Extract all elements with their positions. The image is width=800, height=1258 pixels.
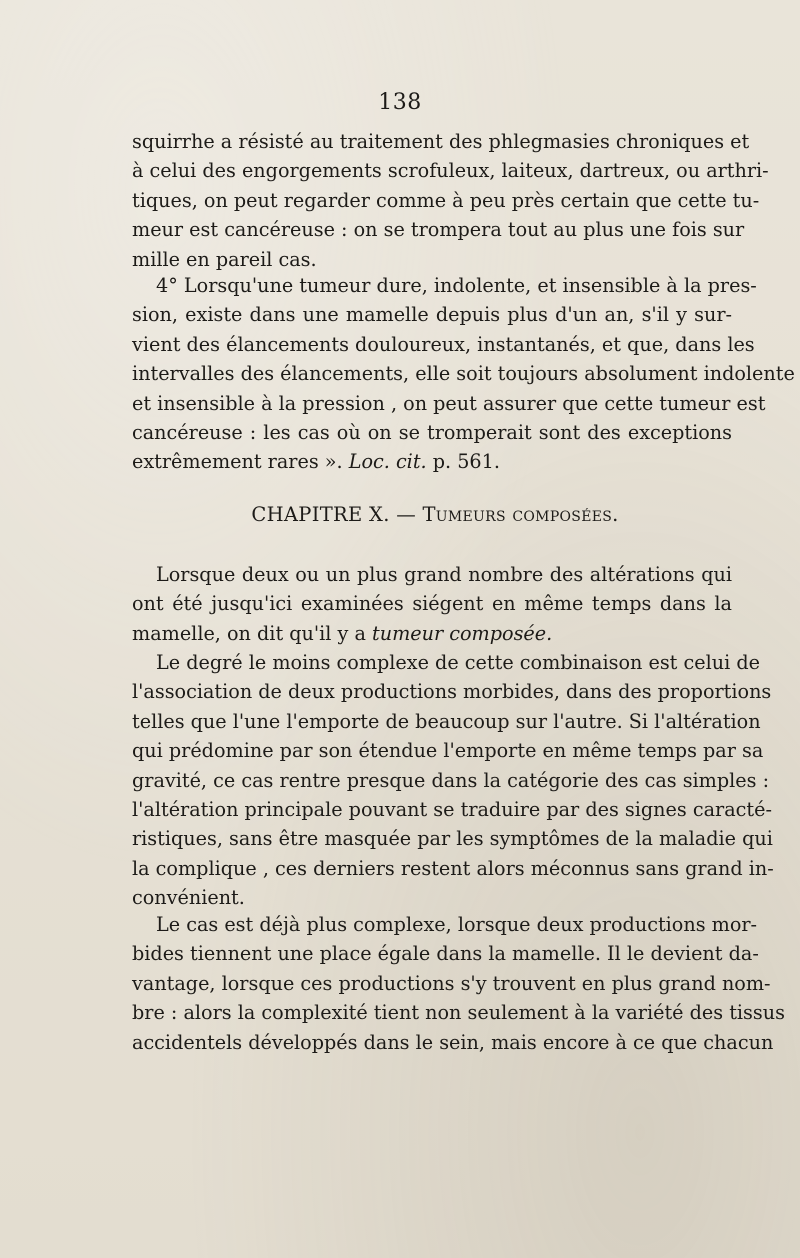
paragraph-definition [132, 560, 732, 648]
text-line: meur est cancéreuse : on se trompera tout au plus une fois sur [132, 218, 745, 242]
text-line: telles que l'une l'emporte de beaucoup sur l'autre. Si l'altération [132, 709, 761, 733]
text-line: Le degré le moins complexe de cette combinaison est celui de [156, 651, 760, 674]
text-line: à celui des engorgements scrofuleux, laiteux, dartreux, ou arthri- [132, 159, 769, 183]
text-line: sion, existe dans une mamelle depuis plus d'un an, s'il y sur- [132, 303, 732, 327]
text-line: l'association de deux productions morbides, dans des proportions [132, 680, 772, 704]
text-line: bre : alors la complexité tient non seulement à la variété des tissus [132, 1001, 785, 1025]
chapter-label: CHAPITRE X. — [251, 503, 423, 526]
text-line: ristiques, sans être masquée par les symptômes de la maladie qui [132, 827, 773, 851]
text-line: la complique , ces derniers restent alors méconnus sans grand in- [132, 856, 774, 880]
text-line: ont été jusqu'ici examinées siégent en même temps dans la [132, 592, 732, 616]
text-line: intervalles des élancements, elle soit toujours absolument indolente [132, 362, 795, 386]
citation-italic: Loc. cit. [348, 450, 427, 474]
text-line: vantage, lorsque ces productions s'y trouvent en plus grand nom- [132, 971, 771, 995]
chapter-heading [0, 503, 800, 526]
text-line-with-italic [132, 619, 732, 648]
text-line: 4° Lorsqu'une tumeur dure, indolente, et insensible à la pres- [156, 274, 757, 297]
text-line: qui prédomine par son étendue l'emporte en même temps par sa [132, 739, 764, 763]
paragraph-complexity [132, 648, 774, 913]
text-line: squirrhe a résisté au traitement des phlegmasies chroniques et [132, 130, 750, 153]
text-line: cancéreuse : les cas où on se tromperait sont des exceptions [132, 420, 732, 444]
text-line: Lorsque deux ou un plus grand nombre des altérations qui [156, 563, 732, 586]
text-span: mamelle, on dit qu'il y a [132, 621, 373, 645]
text-line: tiques, on peut regarder comme à peu près certain que cette tu- [132, 188, 760, 212]
text-line: gravité, ce cas rentre presque dans la catégorie des cas simples : [132, 768, 770, 792]
text-line: l'altération principale pouvant se traduire par des signes caracté- [132, 797, 772, 821]
page-number: 138 [378, 90, 422, 115]
italic-term: tumeur composée. [372, 621, 553, 645]
paragraph-point-four [132, 271, 795, 477]
text-line: Le cas est déjà plus complexe, lorsque deux productions mor- [156, 913, 758, 936]
text-line: vient des élancements douloureux, instantanés, et que, dans les [132, 332, 755, 356]
citation-suffix: p. 561. [426, 450, 500, 474]
chapter-title: Tumeurs composées. [422, 503, 619, 526]
citation-prefix: extrêmement rares ». [132, 450, 349, 474]
text-line: convénient. [132, 886, 245, 910]
text-line: et insensible à la pression , on peut assurer que cette tumeur est [132, 391, 766, 415]
text-line: bides tiennent une place égale dans la mamelle. Il le devient da- [132, 942, 759, 966]
text-line: accidentels développés dans le sein, mais encore à ce que chacun [132, 1030, 774, 1054]
paragraph-continued [132, 127, 769, 274]
paragraph-complex-case [132, 910, 785, 1057]
text-line: mille en pareil cas. [132, 247, 317, 271]
text-line-with-citation [132, 447, 732, 476]
